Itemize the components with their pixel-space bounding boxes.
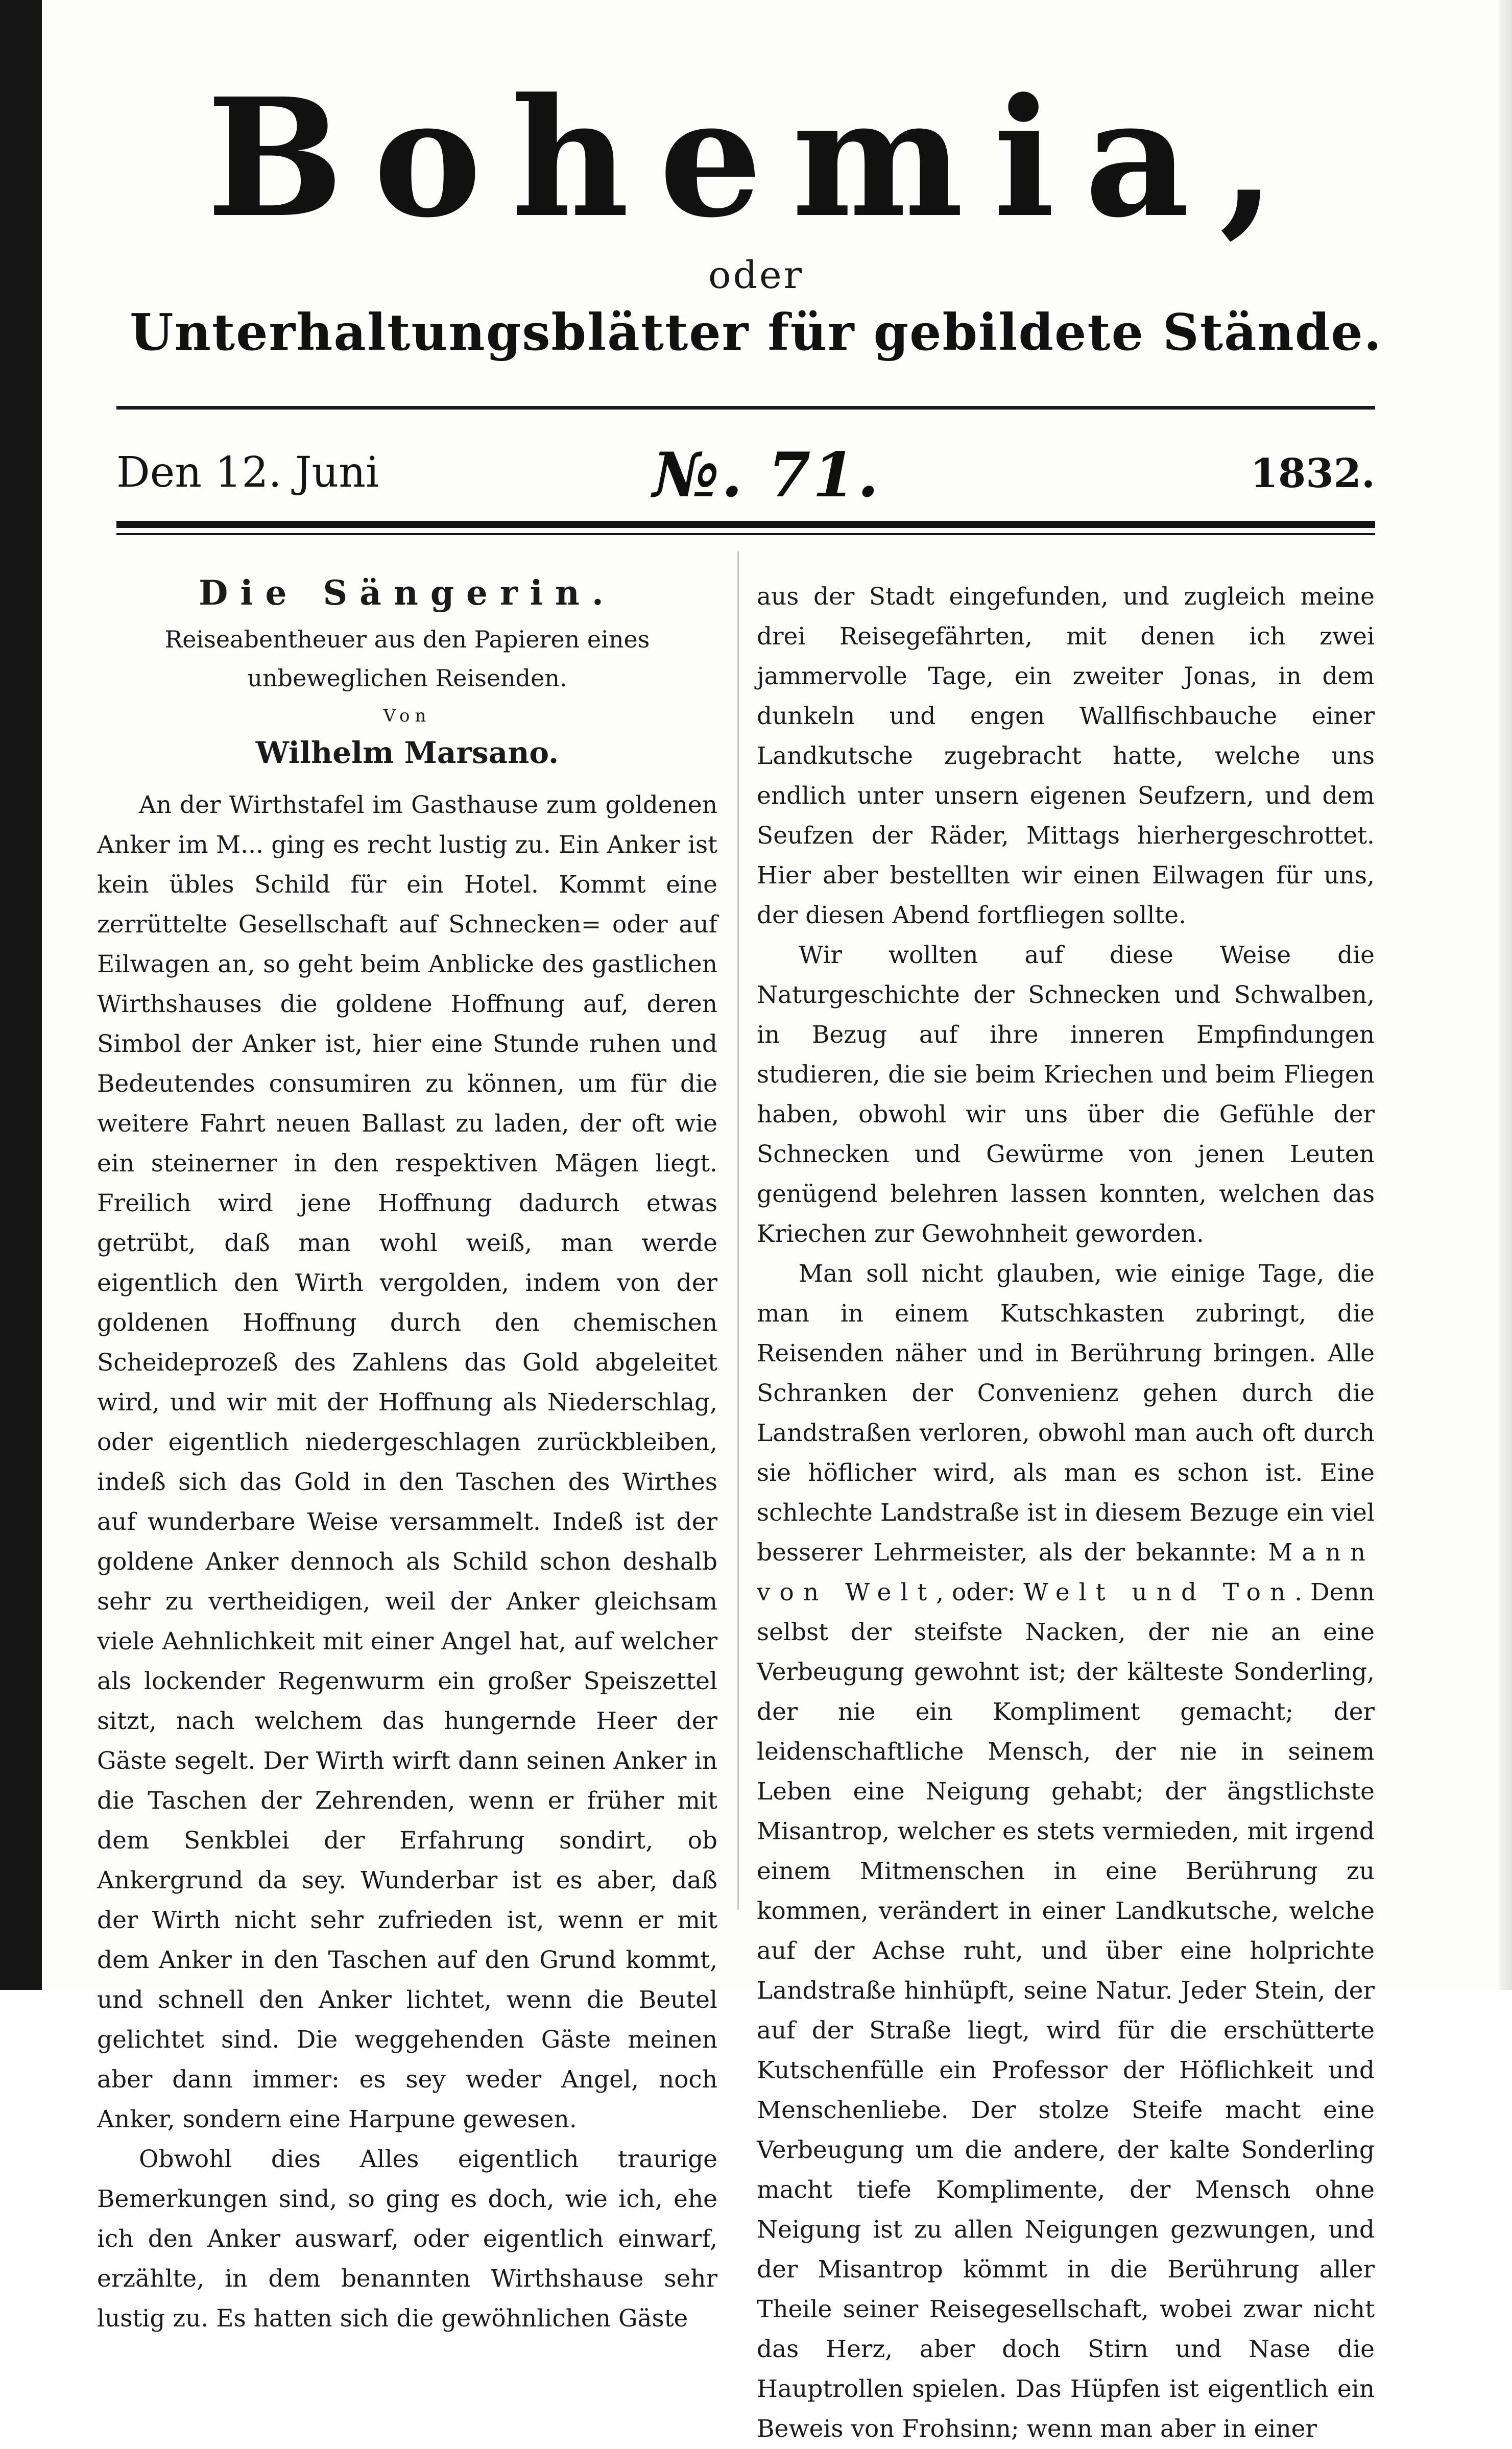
masthead-rule [116, 406, 1375, 410]
spaced-term: Mann von Welt [757, 1539, 1375, 1606]
story-author: Wilhelm Marsano. [255, 735, 559, 770]
issue-date: Den 12. Juni [116, 448, 379, 497]
story-byline-von: Von [383, 706, 431, 726]
scan-left-border [0, 0, 42, 1990]
left-column [97, 571, 717, 2339]
dateline [116, 439, 1375, 511]
paragraph: An der Wirthstafel im Gasthause zum goldenen Anker im M... ging es recht lustig zu. Ein Anker ist kein übles Schild für ein Hotel. Kommt eine zerrüttelte Gesellschaft auf Schnecken= oder auf Eilwagen an, so geht beim Anblicke des gastlichen Wirthshauses die goldene Hoffnung auf, deren Simbol der Anker ist, hier eine Stunde ruhen und Bedeutendes consumiren zu können, um für die weitere Fahrt neuen Ballast zu laden, der oft wie ein steinerner in den respektiven Mägen liegt. Freilich wird jene Hoffnung dadurch etwas getrübt, daß man wohl weiß, man werde eigentlich den Wirth vergolden, indem von der goldenen Hoffnung durch den chemischen Scheideprozeß des Zahlens das Gold abgeleitet wird, und wir mit der Hoffnung als Niederschlag, oder eigentlich niedergeschlagen zurückbleiben, indeß sich das Gold in den Taschen des Wirthes auf wunderbare Weise versammelt. Indeß ist der goldene Anker dennoch als Schild schon deshalb sehr zu vertheidigen, weil der Anker gleichsam viele Aehnlichkeit mit einer Angel hat, auf welcher als lockender Regenwurm ein großer Speiszettel sitzt, nach welchem das hungernde Heer der Gäste segelt. Der Wirth wirft dann seinen Anker in die Taschen der Zehrenden, wenn er früher mit dem Senkblei der Erfahrung sondirt, ob Ankergrund da sey. Wunderbar ist es aber, daß der Wirth nicht sehr zufrieden ist, wenn er mit dem Anker in den Taschen auf den Grund kommt, und schnell den Anker lichtet, wenn die Beutel gelichtet sind. Die weggehenden Gäste meinen aber dann immer: es sey weder Angel, noch Anker, sondern eine Harpune gewesen. [97, 791, 717, 2133]
paragraph-text: . Denn selbst der steifste Nacken, der nie an eine Verbeugung gewohnt ist; der kälteste Sonderling, der nie ein Kompliment gemacht; der leidenschaftliche Mensch, der nie in seinem Leben eine Neigung gehabt; der ängstlichste Misantrop, welcher es stets vermieden, mit irgend einem Mitmenschen in eine Berührung zu kommen, verändert in einer Landkutsche, welche auf der Achse ruht, und über eine holprichte Landstraße hinhüpft, seine Natur. Jeder Stein, der auf der Straße liegt, wird für die erschütterte Kutschenfülle ein Professor der Höflichkeit und Menschenliebe. Der stolze Steife macht eine Verbeugung um die andere, der kalte Sonderling macht tiefe Komplimente, der Mensch ohne Neigung ist zu allen Neigungen gezwungen, und der Misantrop kömmt in die Berührung aller Theile seiner Reisegesellschaft, wobei zwar nicht das Herz, aber doch Stirn und Nase die Hauptrollen spielen. Das Hüpfen ist eigentlich ein Beweis von Frohsinn; wenn man aber in einer [757, 1578, 1375, 2443]
dateline-rule-thick [116, 521, 1375, 528]
masthead-oder: oder [708, 253, 804, 297]
scan-right-edge [1499, 0, 1512, 1990]
story-title: Die Sängerin. [199, 573, 616, 613]
issue-number: №. 71. [653, 439, 881, 511]
story-subtitle: Reiseabentheuer aus den Papieren eines unbeweglichen Reisenden. [164, 626, 650, 692]
column-divider [737, 551, 739, 1910]
masthead-subtitle: Unterhaltungsblätter für gebildete Stände. [130, 303, 1382, 362]
spaced-term: Welt und Ton [1023, 1578, 1295, 1606]
paragraph-text: , oder: [936, 1578, 1016, 1606]
paragraph: Obwohl dies Alles eigentlich traurige Bemerkungen sind, so ging es doch, wie ich, ehe ich den Anker auswarf, oder eigentlich einwarf, erzählte, in dem benannten Wirthshause sehr lustig zu. Es hatten sich die gewöhnlichen Gäste [97, 2145, 717, 2333]
right-column [757, 577, 1375, 2449]
paragraph [757, 1254, 1375, 2449]
paragraph: aus der Stadt eingefunden, und zugleich meine drei Reisegefährten, mit denen ich zwei jammervolle Tage, ein zweiter Jonas, in dem dunkeln und engen Wallfischbauche einer Landkutsche zugebracht hatte, welche uns endlich unter unsern eigenen Seufzern, und dem Seufzen der Räder, Mittags hierhergeschrottet. Hier aber bestellten wir einen Eilwagen für uns, der diesen Abend fortfliegen sollte. [757, 583, 1375, 929]
issue-year: 1832. [1250, 450, 1375, 497]
paragraph: Wir wollten auf diese Weise die Naturgeschichte der Schnecken und Schwalben, in Bezug auf ihre inneren Empfindungen studieren, die sie beim Kriechen und beim Fliegen haben, obwohl wir uns über die Gefühle der Schnecken und Gewürme von jenen Leuten genügend belehren lassen konnten, welchen das Kriechen zur Gewohnheit geworden. [757, 941, 1375, 1248]
paragraph-text: Man soll nicht glauben, wie einige Tage, die man in einem Kutschkasten zubringt, die Reisenden näher und in Berührung bringen. Alle Schranken der Convenienz gehen durch die Landstraßen verloren, obwohl man auch oft durch sie höflicher wird, als man es schon ist. Eine schlechte Landstraße ist in diesem Bezuge ein viel besserer Lehrmeister, als der bekannte: [757, 1260, 1375, 1567]
masthead-title: Bohemia, [206, 62, 1306, 253]
dateline-rule-thin [116, 533, 1375, 535]
